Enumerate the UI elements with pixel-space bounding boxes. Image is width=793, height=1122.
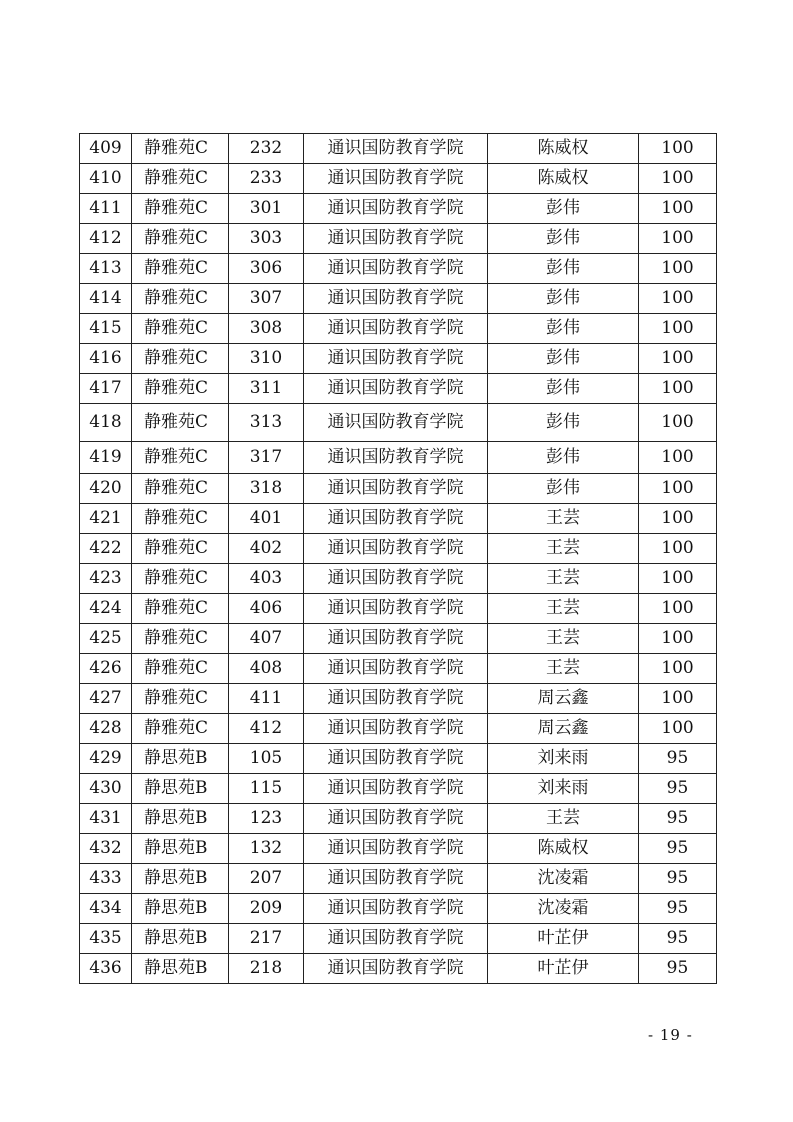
college-cell: 通识国防教育学院 — [304, 534, 488, 564]
table-row — [80, 894, 717, 924]
room-number-cell: 306 — [229, 254, 304, 284]
responsible-person-cell: 陈威权 — [488, 134, 639, 164]
responsible-person-cell: 沈凌霜 — [488, 864, 639, 894]
score-cell: 95 — [639, 954, 717, 984]
college-cell: 通识国防教育学院 — [304, 624, 488, 654]
room-number-cell: 411 — [229, 684, 304, 714]
building-cell: 静思苑B — [132, 744, 229, 774]
college-cell: 通识国防教育学院 — [304, 442, 488, 474]
row-number-cell: 420 — [80, 474, 132, 504]
table-row — [80, 804, 717, 834]
responsible-person-cell: 彭伟 — [488, 254, 639, 284]
score-cell: 100 — [639, 194, 717, 224]
page-number: - 19 - — [648, 1026, 693, 1044]
room-number-cell: 408 — [229, 654, 304, 684]
building-cell: 静雅苑C — [132, 684, 229, 714]
responsible-person-cell: 沈凌霜 — [488, 894, 639, 924]
college-cell: 通识国防教育学院 — [304, 164, 488, 194]
college-cell: 通识国防教育学院 — [304, 224, 488, 254]
dormitory-score-table — [79, 133, 717, 984]
score-cell: 100 — [639, 224, 717, 254]
building-cell: 静雅苑C — [132, 374, 229, 404]
building-cell: 静思苑B — [132, 954, 229, 984]
table-row — [80, 194, 717, 224]
room-number-cell: 207 — [229, 864, 304, 894]
score-cell: 95 — [639, 774, 717, 804]
table-row — [80, 564, 717, 594]
score-cell: 100 — [639, 284, 717, 314]
table-row — [80, 834, 717, 864]
table-body — [80, 134, 717, 984]
room-number-cell: 307 — [229, 284, 304, 314]
room-number-cell: 311 — [229, 374, 304, 404]
building-cell: 静思苑B — [132, 864, 229, 894]
row-number-cell: 432 — [80, 834, 132, 864]
room-number-cell: 115 — [229, 774, 304, 804]
score-cell: 100 — [639, 564, 717, 594]
responsible-person-cell: 王芸 — [488, 504, 639, 534]
room-number-cell: 308 — [229, 314, 304, 344]
score-cell: 100 — [639, 714, 717, 744]
row-number-cell: 425 — [80, 624, 132, 654]
row-number-cell: 417 — [80, 374, 132, 404]
responsible-person-cell: 彭伟 — [488, 474, 639, 504]
score-cell: 100 — [639, 684, 717, 714]
table-row — [80, 314, 717, 344]
row-number-cell: 414 — [80, 284, 132, 314]
responsible-person-cell: 周云鑫 — [488, 714, 639, 744]
college-cell: 通识国防教育学院 — [304, 474, 488, 504]
building-cell: 静雅苑C — [132, 474, 229, 504]
college-cell: 通识国防教育学院 — [304, 894, 488, 924]
college-cell: 通识国防教育学院 — [304, 404, 488, 442]
responsible-person-cell: 叶芷伊 — [488, 954, 639, 984]
table-row — [80, 254, 717, 284]
table-row — [80, 224, 717, 254]
room-number-cell: 318 — [229, 474, 304, 504]
table-row — [80, 284, 717, 314]
responsible-person-cell: 王芸 — [488, 594, 639, 624]
row-number-cell: 410 — [80, 164, 132, 194]
building-cell: 静雅苑C — [132, 504, 229, 534]
college-cell: 通识国防教育学院 — [304, 564, 488, 594]
row-number-cell: 423 — [80, 564, 132, 594]
row-number-cell: 431 — [80, 804, 132, 834]
room-number-cell: 313 — [229, 404, 304, 442]
building-cell: 静雅苑C — [132, 284, 229, 314]
responsible-person-cell: 彭伟 — [488, 344, 639, 374]
row-number-cell: 412 — [80, 224, 132, 254]
responsible-person-cell: 刘来雨 — [488, 744, 639, 774]
score-cell: 100 — [639, 504, 717, 534]
college-cell: 通识国防教育学院 — [304, 134, 488, 164]
building-cell: 静思苑B — [132, 834, 229, 864]
score-cell: 100 — [639, 474, 717, 504]
score-cell: 100 — [639, 314, 717, 344]
building-cell: 静思苑B — [132, 774, 229, 804]
college-cell: 通识国防教育学院 — [304, 714, 488, 744]
row-number-cell: 418 — [80, 404, 132, 442]
room-number-cell: 412 — [229, 714, 304, 744]
row-number-cell: 416 — [80, 344, 132, 374]
building-cell: 静雅苑C — [132, 714, 229, 744]
table-row — [80, 924, 717, 954]
room-number-cell: 217 — [229, 924, 304, 954]
table-row — [80, 374, 717, 404]
row-number-cell: 419 — [80, 442, 132, 474]
table-row — [80, 442, 717, 474]
room-number-cell: 303 — [229, 224, 304, 254]
college-cell: 通识国防教育学院 — [304, 504, 488, 534]
score-cell: 100 — [639, 374, 717, 404]
table-row — [80, 404, 717, 442]
table-row — [80, 624, 717, 654]
table-row — [80, 864, 717, 894]
room-number-cell: 317 — [229, 442, 304, 474]
row-number-cell: 434 — [80, 894, 132, 924]
college-cell: 通识国防教育学院 — [304, 284, 488, 314]
college-cell: 通识国防教育学院 — [304, 374, 488, 404]
table-row — [80, 134, 717, 164]
row-number-cell: 424 — [80, 594, 132, 624]
college-cell: 通识国防教育学院 — [304, 834, 488, 864]
score-cell: 95 — [639, 744, 717, 774]
building-cell: 静雅苑C — [132, 164, 229, 194]
score-cell: 95 — [639, 894, 717, 924]
row-number-cell: 413 — [80, 254, 132, 284]
table-row — [80, 954, 717, 984]
college-cell: 通识国防教育学院 — [304, 744, 488, 774]
responsible-person-cell: 王芸 — [488, 534, 639, 564]
responsible-person-cell: 彭伟 — [488, 442, 639, 474]
responsible-person-cell: 彭伟 — [488, 374, 639, 404]
building-cell: 静思苑B — [132, 804, 229, 834]
college-cell: 通识国防教育学院 — [304, 314, 488, 344]
row-number-cell: 409 — [80, 134, 132, 164]
table-row — [80, 744, 717, 774]
building-cell: 静思苑B — [132, 924, 229, 954]
score-cell: 100 — [639, 534, 717, 564]
responsible-person-cell: 彭伟 — [488, 284, 639, 314]
building-cell: 静雅苑C — [132, 534, 229, 564]
score-cell: 95 — [639, 864, 717, 894]
responsible-person-cell: 王芸 — [488, 804, 639, 834]
room-number-cell: 407 — [229, 624, 304, 654]
building-cell: 静雅苑C — [132, 254, 229, 284]
table-row — [80, 714, 717, 744]
score-cell: 100 — [639, 344, 717, 374]
room-number-cell: 233 — [229, 164, 304, 194]
room-number-cell: 105 — [229, 744, 304, 774]
building-cell: 静雅苑C — [132, 624, 229, 654]
building-cell: 静雅苑C — [132, 314, 229, 344]
building-cell: 静雅苑C — [132, 594, 229, 624]
score-cell: 95 — [639, 924, 717, 954]
row-number-cell: 415 — [80, 314, 132, 344]
score-cell: 95 — [639, 834, 717, 864]
responsible-person-cell: 刘来雨 — [488, 774, 639, 804]
college-cell: 通识国防教育学院 — [304, 344, 488, 374]
table-row — [80, 684, 717, 714]
responsible-person-cell: 彭伟 — [488, 404, 639, 442]
row-number-cell: 426 — [80, 654, 132, 684]
row-number-cell: 429 — [80, 744, 132, 774]
room-number-cell: 401 — [229, 504, 304, 534]
score-cell: 100 — [639, 654, 717, 684]
room-number-cell: 406 — [229, 594, 304, 624]
row-number-cell: 422 — [80, 534, 132, 564]
room-number-cell: 403 — [229, 564, 304, 594]
table-row — [80, 474, 717, 504]
row-number-cell: 411 — [80, 194, 132, 224]
table-row — [80, 534, 717, 564]
room-number-cell: 209 — [229, 894, 304, 924]
score-cell: 95 — [639, 804, 717, 834]
room-number-cell: 402 — [229, 534, 304, 564]
college-cell: 通识国防教育学院 — [304, 864, 488, 894]
row-number-cell: 430 — [80, 774, 132, 804]
college-cell: 通识国防教育学院 — [304, 804, 488, 834]
building-cell: 静雅苑C — [132, 404, 229, 442]
room-number-cell: 123 — [229, 804, 304, 834]
building-cell: 静雅苑C — [132, 442, 229, 474]
room-number-cell: 310 — [229, 344, 304, 374]
college-cell: 通识国防教育学院 — [304, 924, 488, 954]
responsible-person-cell: 陈威权 — [488, 834, 639, 864]
building-cell: 静思苑B — [132, 894, 229, 924]
dormitory-score-table-container — [79, 133, 716, 984]
row-number-cell: 421 — [80, 504, 132, 534]
building-cell: 静雅苑C — [132, 344, 229, 374]
college-cell: 通识国防教育学院 — [304, 194, 488, 224]
score-cell: 100 — [639, 442, 717, 474]
building-cell: 静雅苑C — [132, 654, 229, 684]
score-cell: 100 — [639, 624, 717, 654]
table-row — [80, 344, 717, 374]
room-number-cell: 232 — [229, 134, 304, 164]
table-row — [80, 774, 717, 804]
college-cell: 通识国防教育学院 — [304, 774, 488, 804]
score-cell: 100 — [639, 594, 717, 624]
responsible-person-cell: 彭伟 — [488, 314, 639, 344]
responsible-person-cell: 王芸 — [488, 564, 639, 594]
table-row — [80, 654, 717, 684]
responsible-person-cell: 叶芷伊 — [488, 924, 639, 954]
room-number-cell: 132 — [229, 834, 304, 864]
responsible-person-cell: 周云鑫 — [488, 684, 639, 714]
table-row — [80, 504, 717, 534]
responsible-person-cell: 彭伟 — [488, 224, 639, 254]
table-row — [80, 164, 717, 194]
room-number-cell: 301 — [229, 194, 304, 224]
building-cell: 静雅苑C — [132, 224, 229, 254]
college-cell: 通识国防教育学院 — [304, 254, 488, 284]
score-cell: 100 — [639, 164, 717, 194]
table-row — [80, 594, 717, 624]
college-cell: 通识国防教育学院 — [304, 954, 488, 984]
score-cell: 100 — [639, 404, 717, 442]
responsible-person-cell: 陈威权 — [488, 164, 639, 194]
building-cell: 静雅苑C — [132, 134, 229, 164]
row-number-cell: 427 — [80, 684, 132, 714]
row-number-cell: 436 — [80, 954, 132, 984]
college-cell: 通识国防教育学院 — [304, 654, 488, 684]
responsible-person-cell: 王芸 — [488, 624, 639, 654]
score-cell: 100 — [639, 134, 717, 164]
responsible-person-cell: 彭伟 — [488, 194, 639, 224]
responsible-person-cell: 王芸 — [488, 654, 639, 684]
building-cell: 静雅苑C — [132, 194, 229, 224]
college-cell: 通识国防教育学院 — [304, 684, 488, 714]
room-number-cell: 218 — [229, 954, 304, 984]
college-cell: 通识国防教育学院 — [304, 594, 488, 624]
score-cell: 100 — [639, 254, 717, 284]
row-number-cell: 433 — [80, 864, 132, 894]
building-cell: 静雅苑C — [132, 564, 229, 594]
row-number-cell: 428 — [80, 714, 132, 744]
row-number-cell: 435 — [80, 924, 132, 954]
